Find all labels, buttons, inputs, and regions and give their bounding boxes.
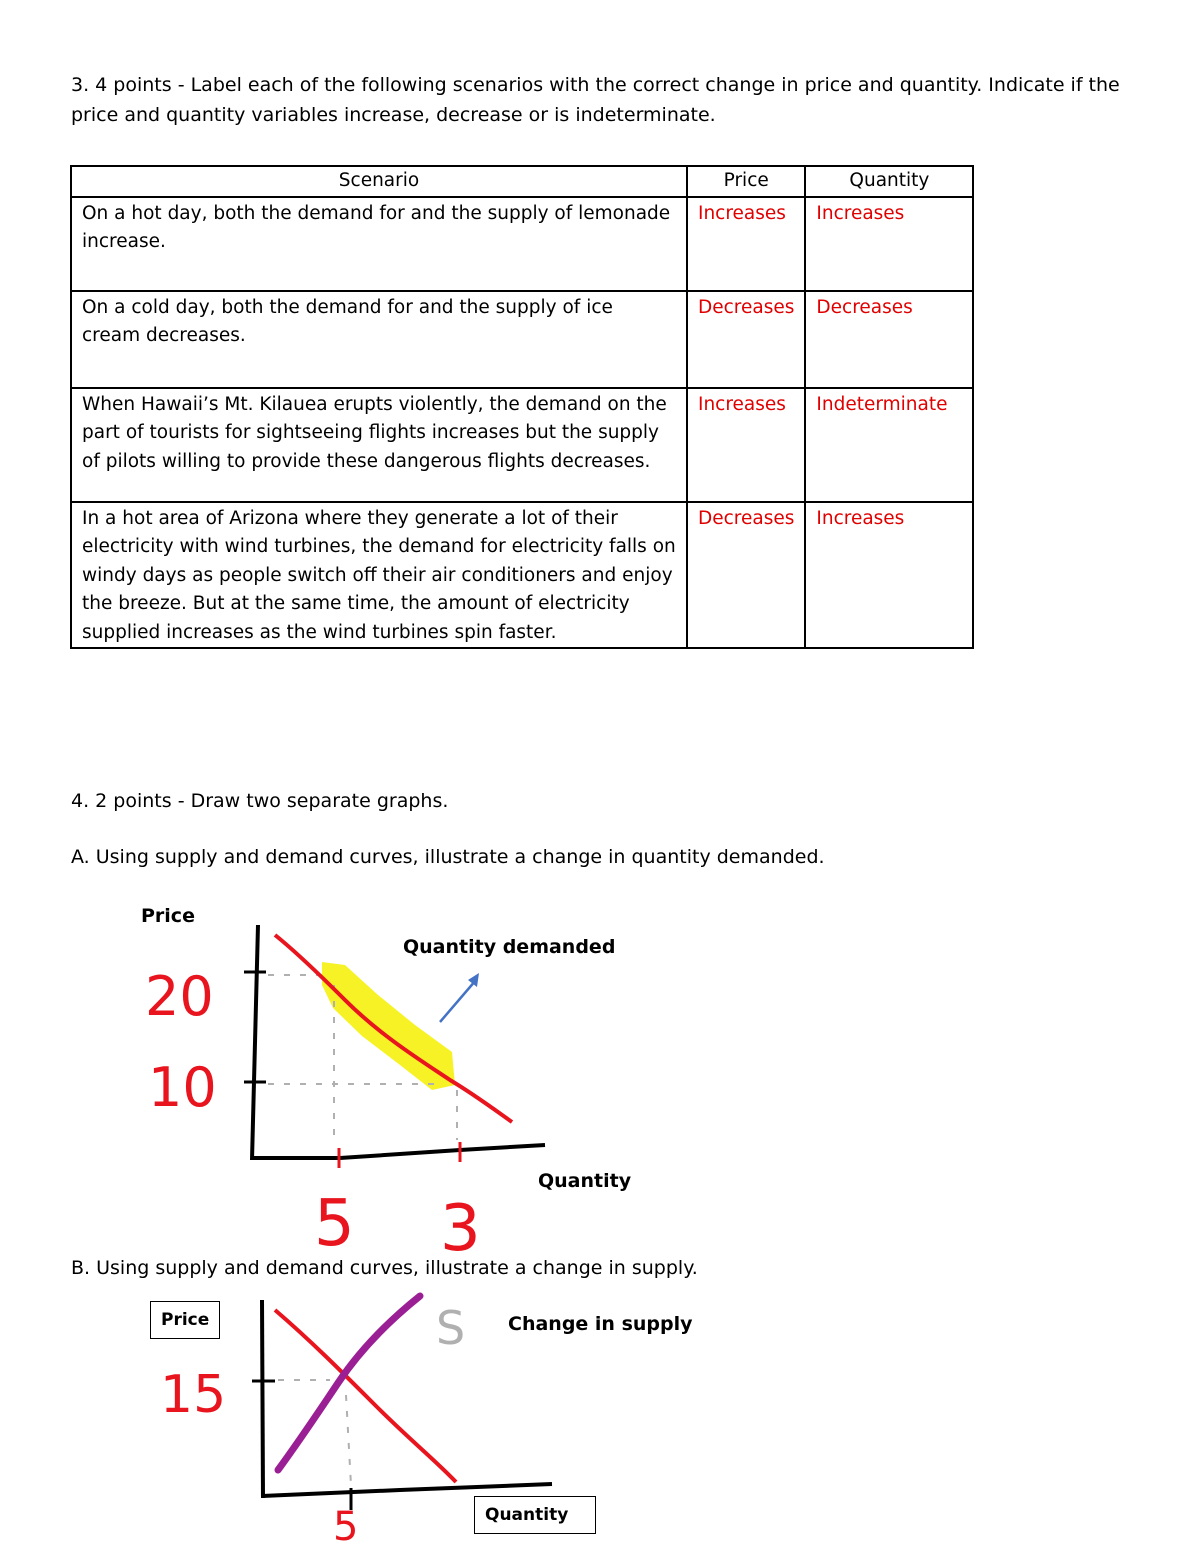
quantity-answer: Increases [805, 502, 973, 649]
y-tick-20: 20 [145, 965, 214, 1028]
supply-curve-label: S [436, 1301, 466, 1355]
scenario-cell: On a hot day, both the demand for and the supply of lemonade increase. [71, 197, 687, 291]
graph-b-annotation: Change in supply [508, 1313, 693, 1335]
quantity-answer: Indeterminate [805, 388, 973, 502]
graph-a-x-axis [252, 1145, 545, 1158]
price-answer: Increases [687, 197, 805, 291]
scenario-cell: In a hot area of Arizona where they generate a lot of their electricity with wind turbines, the demand for electricity falls on windy days as people switch off their air conditioners and enjoy the breeze. But at the same time, the amount of electricity supplied increases as the wind turbines spin faster. [71, 502, 687, 649]
x-tick-3: 3 [440, 1192, 481, 1266]
scenario-cell: On a cold day, both the demand for and the supply of ice cream decreases. [71, 291, 687, 388]
price-answer: Increases [687, 388, 805, 502]
price-answer: Decreases [687, 502, 805, 649]
quantity-answer: Decreases [805, 291, 973, 388]
header-scenario: Scenario [71, 166, 687, 197]
y-tick-15: 15 [160, 1365, 227, 1425]
q4-part-a: A. Using supply and demand curves, illustrate a change in quantity demanded. [71, 846, 825, 868]
x-tick-5: 5 [314, 1187, 355, 1261]
graph-a-y-axis [252, 925, 258, 1160]
x-tick-5b: 5 [333, 1504, 359, 1550]
header-quantity: Quantity [805, 166, 973, 197]
q4-part-b: B. Using supply and demand curves, illustrate a change in supply. [71, 1257, 698, 1279]
graph-a-annotation: Quantity demanded [403, 936, 616, 958]
q3-prompt-line2: price and quantity variables increase, decrease or is indeterminate. [71, 104, 716, 126]
graph-a-x-label: Quantity [538, 1170, 632, 1192]
q3-prompt-line1: 3. 4 points - Label each of the following scenarios with the correct change in price and quantity. Indicate if the [71, 74, 1120, 96]
graph-b-x-label: Quantity [474, 1496, 596, 1534]
y-tick-10: 10 [148, 1056, 217, 1119]
arrow-head-icon [468, 973, 479, 987]
graph-a-y-tick-labels [145, 965, 217, 1119]
quantity-answer: Increases [805, 197, 973, 291]
q4-title: 4. 2 points - Draw two separate graphs. [71, 790, 449, 812]
graph-b-y-label: Price [150, 1301, 220, 1339]
header-price: Price [687, 166, 805, 197]
arrow-icon [440, 980, 476, 1022]
scenario-cell: When Hawaii’s Mt. Kilauea erupts violently, the demand on the part of tourists for sightseeing flights increases but the supply of pilots willing to provide these dangerous flights decreases. [71, 388, 687, 502]
graph-a-y-label: Price [141, 905, 195, 927]
price-answer: Decreases [687, 291, 805, 388]
